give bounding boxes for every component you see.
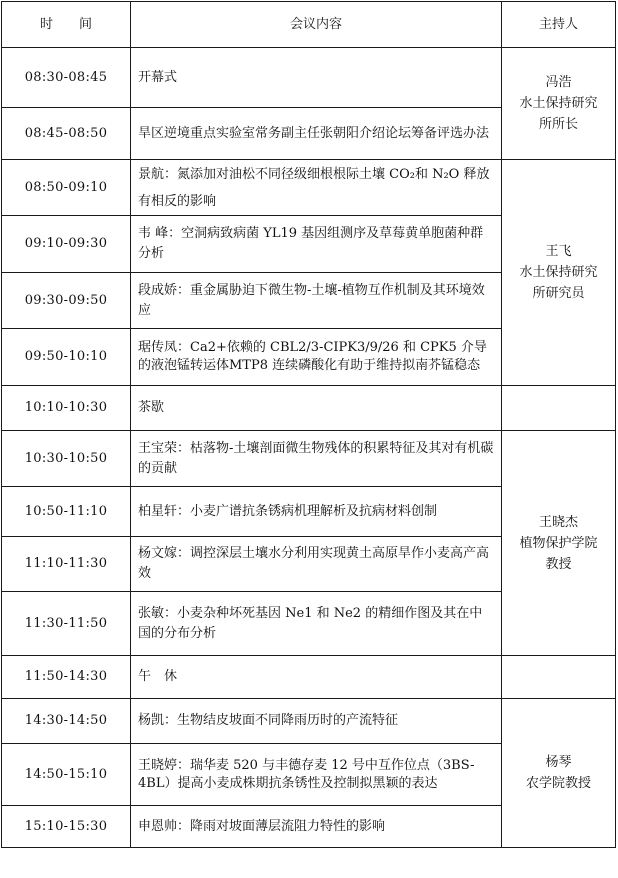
row-time: 08:30-08:45 bbox=[2, 48, 131, 108]
header-content: 会议内容 bbox=[131, 2, 502, 48]
host-title-line1: 水土保持研究 bbox=[519, 96, 598, 111]
row-time: 09:30-09:50 bbox=[2, 273, 131, 329]
table-row bbox=[2, 431, 616, 487]
table-row bbox=[2, 656, 616, 699]
row-content: 韦 峰：空洞病致病菌 YL19 基因组测序及草莓黄单胞菌种群分析 bbox=[131, 216, 502, 273]
header-time: 时 间 bbox=[2, 2, 131, 48]
host-name: 王飞 bbox=[545, 244, 572, 259]
row-content: 杨文嫁：调控深层土壤水分利用实现黄土高原旱作小麦高产高效 bbox=[131, 537, 502, 592]
row-content: 段成娇：重金属胁迫下微生物-土壤-植物互作机制及其环境效应 bbox=[131, 273, 502, 329]
row-time: 08:45-08:50 bbox=[2, 108, 131, 160]
row-content: 午 休 bbox=[131, 656, 502, 699]
host-cell bbox=[502, 431, 616, 656]
row-time: 15:10-15:30 bbox=[2, 806, 131, 848]
row-time: 10:10-10:30 bbox=[2, 386, 131, 431]
row-time: 09:10-09:30 bbox=[2, 216, 131, 273]
row-time: 08:50-09:10 bbox=[2, 160, 131, 216]
host-cell bbox=[502, 699, 616, 848]
row-time: 11:50-14:30 bbox=[2, 656, 131, 699]
host-title-line2: 所所长 bbox=[538, 117, 578, 132]
row-time: 11:10-11:30 bbox=[2, 537, 131, 592]
host-name: 冯浩 bbox=[545, 75, 572, 90]
row-content: 张敏：小麦杂种坏死基因 Ne1 和 Ne2 的精细作图及其在中国的分布分析 bbox=[131, 592, 502, 656]
row-time: 09:50-10:10 bbox=[2, 329, 131, 386]
row-content: 申恩帅：降雨对坡面薄层流阻力特性的影响 bbox=[131, 806, 502, 848]
row-time: 11:30-11:50 bbox=[2, 592, 131, 656]
agenda-table bbox=[1, 1, 616, 848]
row-time: 10:30-10:50 bbox=[2, 431, 131, 487]
row-time: 14:30-14:50 bbox=[2, 699, 131, 744]
row-content: 王晓婷：瑞华麦 520 与丰德存麦 12 号中互作位点（3BS-4BL）提高小麦成株期抗条锈性及控制拟黑颖的表达 bbox=[131, 744, 502, 806]
row-time: 10:50-11:10 bbox=[2, 487, 131, 537]
row-content: 开幕式 bbox=[131, 48, 502, 108]
table-row bbox=[2, 699, 616, 744]
host-title-line1: 植物保护学院 bbox=[519, 535, 598, 551]
row-content: 旱区逆境重点实验室常务副主任张朝阳介绍论坛筹备评选办法 bbox=[131, 108, 502, 160]
host-cell bbox=[502, 48, 616, 160]
row-content: 琚传凤：Ca2+依赖的 CBL2/3-CIPK3/9/26 和 CPK5 介导的液泡锰转运体MTP8 连续磷酸化有助于维持拟南芥锰稳态 bbox=[131, 329, 502, 386]
row-time: 14:50-15:10 bbox=[2, 744, 131, 806]
table-row bbox=[2, 386, 616, 431]
host-name: 杨琴 bbox=[545, 755, 572, 770]
host-cell bbox=[502, 160, 616, 386]
host-title-line1: 水土保持研究 bbox=[519, 265, 598, 280]
host-title-line2: 所研究员 bbox=[532, 286, 585, 301]
row-content: 柏星轩：小麦广谱抗条锈病机理解析及抗病材料创制 bbox=[131, 487, 502, 537]
host-cell-empty bbox=[502, 656, 616, 699]
table-row bbox=[2, 160, 616, 216]
host-title-line2: 教授 bbox=[545, 556, 572, 572]
host-title-line1: 农学院教授 bbox=[525, 776, 591, 791]
row-content: 王宝荣：枯落物-土壤剖面微生物残体的积累特征及其对有机碳的贡献 bbox=[131, 431, 502, 487]
header-row bbox=[2, 2, 616, 48]
host-cell-empty bbox=[502, 386, 616, 431]
header-host: 主持人 bbox=[502, 2, 616, 48]
table-row bbox=[2, 48, 616, 108]
host-name: 王晓杰 bbox=[538, 514, 578, 530]
row-content: 茶歇 bbox=[131, 386, 502, 431]
row-content: 杨凯：生物结皮坡面不同降雨历时的产流特征 bbox=[131, 699, 502, 744]
row-content: 景航：氮添加对油松不同径级细根根际土壤 CO₂和 N₂O 释放有相反的影响 bbox=[131, 160, 502, 216]
